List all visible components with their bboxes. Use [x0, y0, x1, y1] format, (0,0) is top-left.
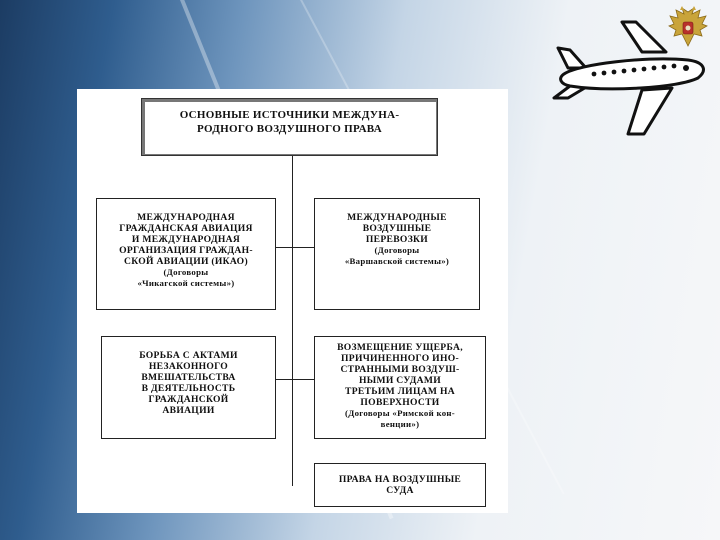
rights-line: СУДА: [386, 485, 414, 496]
connector-row2: [275, 379, 315, 380]
airplane-icon: [548, 16, 710, 142]
damage-line: ПОВЕРХНОСТИ: [360, 397, 440, 408]
icao-line: МЕЖДУНАРОДНАЯ: [137, 212, 235, 223]
rights-line: ПРАВА НА ВОЗДУШНЫЕ: [338, 474, 462, 485]
transport-box: [314, 198, 480, 310]
interference-line: АВИАЦИИ: [162, 405, 215, 416]
interference-line: БОРЬБА С АКТАМИ: [139, 350, 238, 361]
title-line-1: ОСНОВНЫЕ ИСТОЧНИКИ МЕЖДУНА-: [179, 109, 400, 121]
aircraft-rights-box: [314, 463, 486, 507]
icao-line: СКОЙ АВИАЦИИ (ИКАО): [124, 256, 248, 267]
transport-sub: (Договоры: [374, 245, 420, 255]
damage-line: ВОЗМЕЩЕНИЕ УЩЕРБА,: [337, 342, 463, 353]
damage-line: ТРЕТЬИМ ЛИЦАМ НА: [345, 386, 455, 397]
damage-box: [314, 336, 486, 439]
interference-line: ВМЕШАТЕЛЬСТВА: [141, 372, 236, 383]
title-line-2: РОДНОГО ВОЗДУШНОГО ПРАВА: [197, 123, 382, 135]
diagram-title-box: [141, 98, 438, 156]
connector-row1: [275, 247, 315, 248]
damage-line: СТРАННЫМИ ВОЗДУШ-: [340, 364, 460, 375]
transport-line: ВОЗДУШНЫЕ: [362, 223, 432, 234]
transport-line: ПЕРЕВОЗКИ: [365, 234, 429, 245]
interference-line: НЕЗАКОННОГО: [148, 361, 229, 372]
connector-trunk: [292, 156, 293, 486]
damage-line: НЫМИ СУДАМИ: [358, 375, 442, 386]
icao-line: И МЕЖДУНАРОДНАЯ: [131, 234, 241, 245]
icao-line: ОРГАНИЗАЦИЯ ГРАЖДАН-: [119, 245, 253, 256]
interference-line: ГРАЖДАНСКОЙ: [148, 394, 229, 405]
interference-box: [101, 336, 276, 439]
damage-sub: венции»): [380, 419, 420, 429]
icao-sub: (Договоры: [163, 267, 209, 277]
transport-sub: «Варшавской системы»): [344, 256, 450, 266]
icao-sub: «Чикагской системы»): [137, 278, 235, 288]
interference-line: В ДЕЯТЕЛЬНОСТЬ: [141, 383, 236, 394]
damage-sub: (Договоры «Римской кон-: [345, 408, 455, 418]
transport-line: МЕЖДУНАРОДНЫЕ: [347, 212, 447, 223]
icao-line: ГРАЖДАНСКАЯ АВИАЦИЯ: [119, 223, 253, 234]
damage-line: ПРИЧИНЕННОГО ИНО-: [341, 353, 459, 364]
icao-box: [96, 198, 276, 310]
